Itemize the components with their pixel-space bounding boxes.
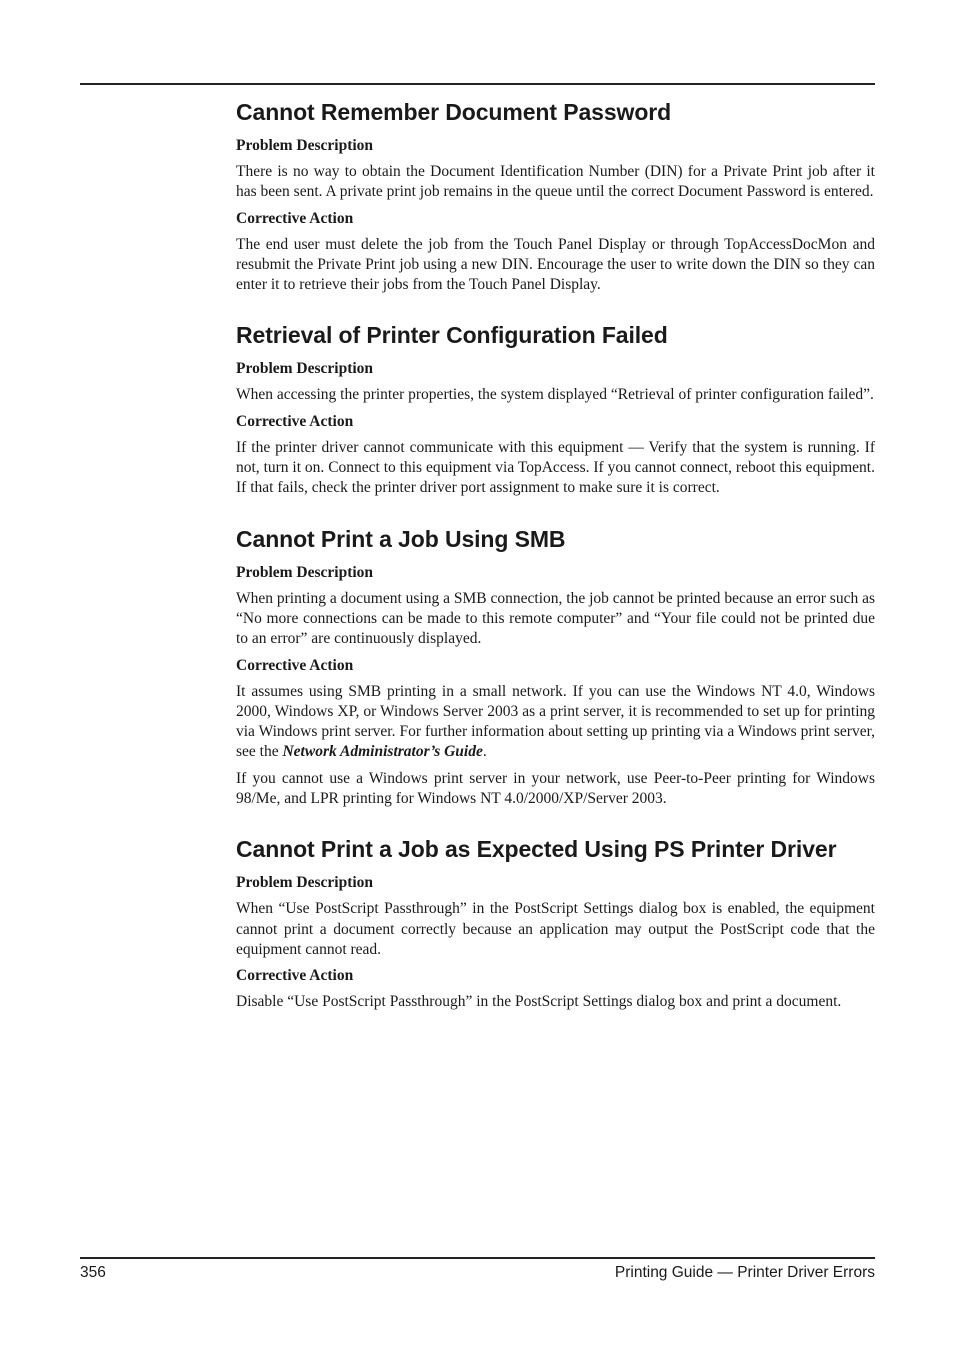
problem-label: Problem Description xyxy=(236,137,374,154)
action-label: Corrective Action xyxy=(236,656,354,674)
page-number: 356 xyxy=(80,1264,106,1281)
action-label: Corrective Action xyxy=(236,967,354,985)
section-retrieval-failed xyxy=(236,319,875,498)
action-text: Disable “Use PostScript Passthrough” in the PostScript Settings dialog box and print a document. xyxy=(236,993,842,1011)
bottom-rule xyxy=(80,1257,875,1259)
section-heading: Cannot Print a Job as Expected Using PS Printer Driver xyxy=(236,836,837,863)
action-text-pre: It assumes using SMB printing in a small network. If you can use the Windows NT 4.0, Windows 2000, Windows XP, or Windows Server 2003 as a print server, it is recommended to set up for printing via Windows print server. For further information about setting up printing via a Windows print server, see the xyxy=(236,682,875,761)
page-footer xyxy=(80,1264,875,1282)
section-smb xyxy=(236,523,875,810)
action-text-2: If you cannot use a Windows print server in your network, use Peer-to-Peer printing for Windows 98/Me, and LPR printing for Windows NT 4.0/2000/XP/Server 2003. xyxy=(236,769,875,808)
action-label: Corrective Action xyxy=(236,209,354,227)
action-text: The end user must delete the job from the Touch Panel Display or through TopAccessDocMon and resubmit the Private Print job using a new DIN. Encourage the user to write down the DIN so they can enter it to retrieve their jobs from the Touch Panel Display. xyxy=(236,235,875,294)
action-text xyxy=(236,682,875,763)
footer-title: Printing Guide — Printer Driver Errors xyxy=(614,1264,875,1281)
section-ps-driver xyxy=(236,833,875,1012)
problem-label: Problem Description xyxy=(236,874,374,892)
action-text-post: . xyxy=(482,743,487,761)
page-content xyxy=(236,96,875,1037)
action-label: Corrective Action xyxy=(236,412,354,430)
section-heading: Cannot Print a Job Using SMB xyxy=(236,525,566,552)
action-text: If the printer driver cannot communicate with this equipment — Verify that the system is running. If not, turn it on. Connect to this equipment via TopAccess. If you cannot connect, reboot this equipment. If that fails, check the printer driver port assignment to make sure it is correct. xyxy=(236,438,875,497)
problem-label: Problem Description xyxy=(236,360,374,378)
guide-reference: Network Administrator’s Guide xyxy=(282,743,483,761)
problem-label: Problem Description xyxy=(236,563,374,581)
problem-text: When “Use PostScript Passthrough” in the PostScript Settings dialog box is enabled, the equipment cannot print a document correctly because an application may output the PostScript code that the equipment cannot read. xyxy=(236,900,875,958)
section-cannot-remember-password xyxy=(236,96,875,295)
problem-text: There is no way to obtain the Document Identification Number (DIN) for a Private Print job after it has been sent. A private print job remains in the queue until the correct Document Password is entered. xyxy=(236,163,875,201)
top-rule xyxy=(80,83,875,85)
problem-text: When accessing the printer properties, the system displayed “Retrieval of printer configuration failed”. xyxy=(236,386,874,404)
section-heading: Cannot Remember Document Password xyxy=(236,99,672,125)
section-heading: Retrieval of Printer Configuration Failed xyxy=(236,322,668,349)
problem-text: When printing a document using a SMB connection, the job cannot be printed because an error such as “No more connections can be made to this remote computer” and “Your file could not be printed due to an error” are continuously displayed. xyxy=(236,589,875,648)
